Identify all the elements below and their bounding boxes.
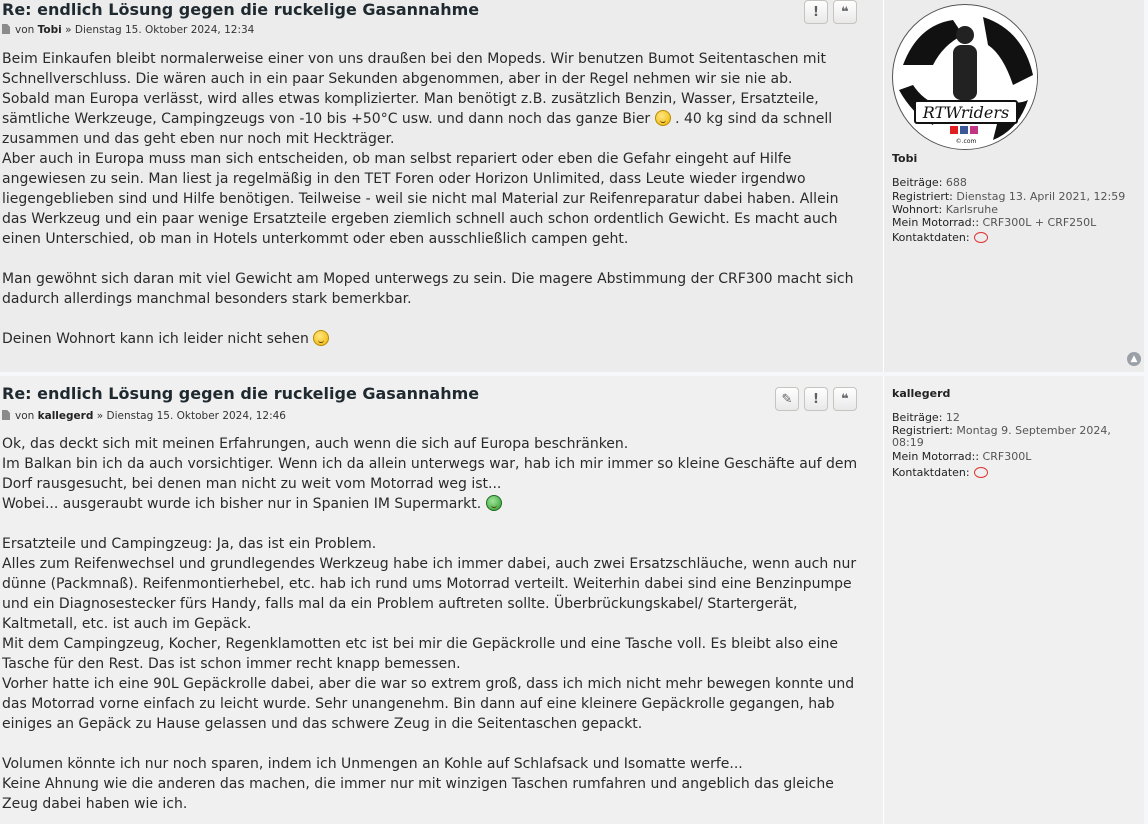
edit-icon: ✎ [781, 391, 793, 407]
post [0, 376, 1144, 824]
grin-emoji-icon [655, 110, 671, 126]
wink-emoji-icon [313, 330, 329, 346]
contact-bubble-icon[interactable] [974, 467, 988, 478]
report-button[interactable] [804, 0, 828, 24]
avatar-text: RTWriders [922, 103, 1010, 122]
paragraph: Volumen könnte ich nur noch sparen, indem ich Unmengen an Kohle auf Schlafsack und Isomatte werfe... [2, 756, 743, 772]
post-content [2, 49, 862, 349]
author-prefix: von [15, 24, 35, 36]
profile-posts-count[interactable]: 12 [945, 411, 960, 424]
paragraph: Aber auch in Europa muss man sich entscheiden, ob man selbst repariert oder eben die Gefahr eingeht auf Hilfe angewiesen zu sein. Man liest ja regelmäßig in den TET Foren oder Horizon Unlimited, dass Leute wieder irgendwo liegengeblieben sind und Hilfe benötigen. Teilweise - weil sie nicht mal Material zur Reifenreparatur dabei haben. Allein das Werkzeug und ein paar wenige Ersatzteile ergeben ziemlich schnell auch schon ordentlich Gewicht. Es macht auch einen Unterschied, ob man in Hotels unterkommt oder eben ausschließlich campen geht. [2, 151, 839, 247]
post-date: » Dienstag 15. Oktober 2024, 12:46 [96, 410, 286, 422]
paragraph: Man gewöhnt sich daran mit viel Gewicht am Moped unterwegs zu sein. Die magere Abstimmung der CRF300 macht sich dadurch allerdings manchmal besonders stark bemerkbar. [2, 271, 854, 307]
quote-button[interactable] [833, 0, 857, 24]
paragraph: Ersatzteile und Campingzeug: Ja, das ist ein Problem. [2, 536, 377, 552]
paragraph: Im Balkan bin ich da auch vorsichtiger. Wenn ich da allein unterwegs war, hab ich mir immer so kleine Geschäfte auf dem Dorf rausgesucht, bei denen man nicht zu weit vom Motorrad weg ist... [2, 456, 858, 492]
profile-registered: Registriert: Montag 9. September 2024, 08:19 [892, 424, 1111, 449]
post-title[interactable]: Re: endlich Lösung gegen die ruckelige Gasannahme [2, 0, 480, 19]
quote-button[interactable] [833, 387, 857, 411]
paragraph: Sobald man Europa verlässt, wird alles etwas komplizierter. Man benötigt z.B. zusätzlich Benzin, Wasser, Ersatzteile, sämtliche Werkzeuge, Campingzeugs von -10 bis +50°C usw. und dann noch das ganze Bier . 40 kg sind da schnell zusammen und das geht eben nur noch mit Heckträger. [2, 91, 833, 147]
profile-location: Wohnort: Karlsruhe [892, 203, 998, 216]
divider [883, 0, 884, 372]
profile-contact: Kontaktdaten: [892, 467, 988, 479]
profile-posts: Beiträge: 12 [892, 411, 960, 424]
paragraph: Keine Ahnung wie die anderen das machen, die immer nur mit winzigen Taschen rumfahren und angeblich das gleiche Zeug dabei haben wie ich. [2, 776, 834, 812]
avatar[interactable] [892, 4, 1038, 150]
post-content [2, 434, 862, 814]
post [0, 0, 1144, 372]
profile-bike: Mein Motorrad:: CRF300L [892, 450, 1032, 463]
report-icon: ! [813, 391, 819, 407]
report-icon: ! [813, 4, 819, 20]
post-doc-icon[interactable] [2, 410, 10, 420]
profile-username[interactable]: kallegerd [892, 387, 951, 400]
laugh-emoji-icon [486, 495, 502, 511]
paragraph: Beim Einkaufen bleibt normalerweise einer von uns draußen bei den Mopeds. Wir benutzen Bumot Seitentaschen mit Schnellverschluss. Die wären auch in ein paar Sekunden abgenommen, aber in der Regel nehmen wir sie nie ab. [2, 51, 826, 87]
avatar-globe-icon [893, 5, 1038, 150]
paragraph: Alles zum Reifenwechsel und grundlegendes Werkzeug habe ich immer dabei, auch zwei Ersatzschläuche, wenn auch nur dünne (Packmnaß). Reifenmontierhebel, etc. hab ich rund ums Motorrad verteilt. Weiterhin dabei sind eine Benzinpumpe und ein Diagnosestecker fürs Handy, falls mal da ein Problem auftreten sollte. Überbrückungskabel/ Startergerät, Kaltmetall, etc. ist auch im Gepäck. [2, 556, 857, 632]
profile-contact: Kontaktdaten: [892, 232, 988, 244]
contact-bubble-icon[interactable] [974, 232, 988, 243]
post-doc-icon[interactable] [2, 24, 10, 34]
profile-registered: Registriert: Dienstag 13. April 2021, 12:59 [892, 190, 1126, 203]
paragraph: Vorher hatte ich eine 90L Gepäckrolle dabei, aber die war so extrem groß, dass ich mich nicht mehr bewegen konnte und das Motorrad vorne einfach zu leicht wurde. Sehr unangenehm. Bin dann auf eine kleinere Gepäckrolle gegangen, hab einiges an Gepäck zu Hause gelassen und das schwere Zeug in die Seitentaschen gepackt. [2, 676, 855, 732]
avatar-sub: ©.com [955, 138, 977, 145]
paragraph: Mit dem Campingzeug, Kocher, Regenklamotten etc ist bei mir die Gepäckrolle und eine Tasche voll. Es bleibt also eine Tasche für den Rest. Das ist schon immer recht knapp bemessen. [2, 636, 838, 672]
edit-button[interactable] [775, 387, 799, 411]
post-title[interactable]: Re: endlich Lösung gegen die ruckelige Gasannahme [2, 384, 480, 403]
profile-username[interactable]: Tobi [892, 152, 918, 165]
paragraph: Wobei... ausgeraubt wurde ich bisher nur in Spanien IM Supermarkt. [2, 494, 862, 514]
paragraph: Deinen Wohnort kann ich leider nicht sehen [2, 329, 862, 349]
post-author-line [2, 410, 286, 422]
profile-posts: Beiträge: 688 [892, 176, 967, 189]
paragraph: Ok, das deckt sich mit meinen Erfahrungen, auch wenn die sich auf Europa beschränken. [2, 436, 629, 452]
quote-icon: ❝ [841, 391, 849, 407]
author-link[interactable]: Tobi [37, 24, 62, 36]
report-button[interactable] [804, 387, 828, 411]
profile-posts-count[interactable]: 688 [945, 176, 967, 189]
quote-icon: ❝ [841, 4, 849, 20]
back-to-top-icon[interactable]: ▲ [1127, 352, 1141, 366]
author-prefix: von [15, 410, 35, 422]
post-date: » Dienstag 15. Oktober 2024, 12:34 [65, 24, 255, 36]
post-author-line [2, 24, 254, 36]
author-link[interactable]: kallegerd [37, 410, 94, 422]
profile-bike: Mein Motorrad:: CRF300L + CRF250L [892, 216, 1097, 229]
divider [883, 376, 884, 824]
